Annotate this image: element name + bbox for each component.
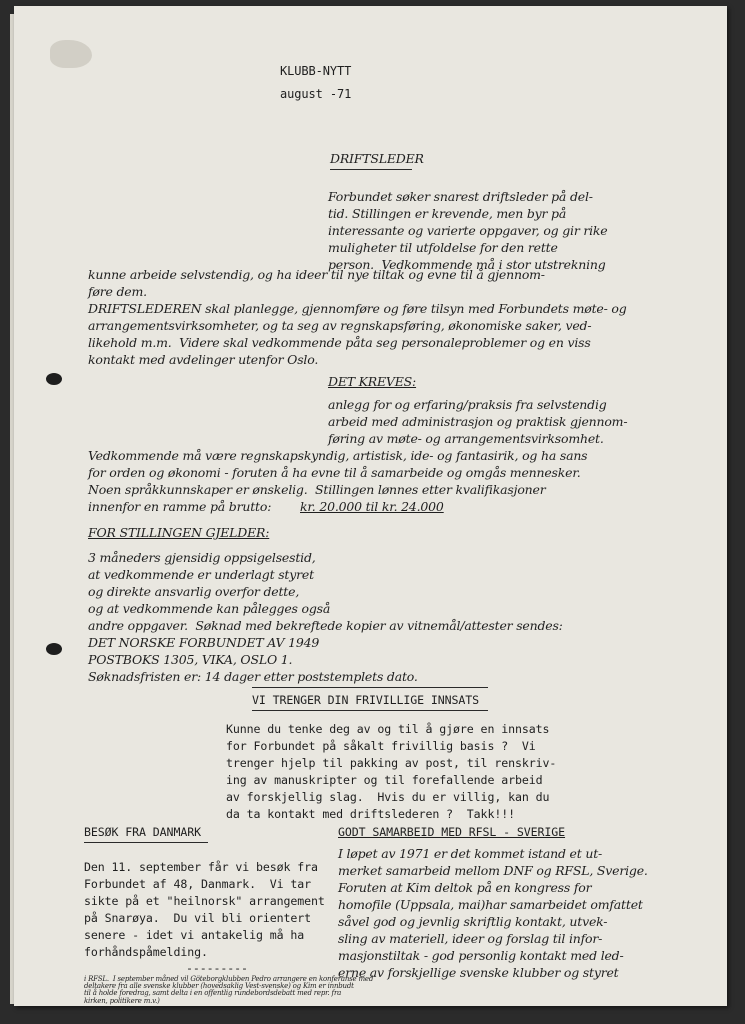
danmark-heading: BESØK FRA DANMARK — [84, 825, 201, 839]
driftsleder-heading-rule — [330, 169, 412, 170]
rfsl-line: Foruten at Kim deltok på en kongress for — [338, 880, 592, 895]
driftsleder-line: kontakt med avdelinger utenfor Oslo. — [88, 352, 319, 367]
driftsleder-line: Forbundet søker snarest driftsleder på del- — [328, 189, 593, 204]
danmark-line: Forbundet af 48, Danmark. Vi tar — [84, 877, 312, 891]
rfsl-line: homofile (Uppsala, mai)har samarbeidet omfattet — [338, 897, 643, 912]
newsletter-date: august -71 — [280, 87, 352, 101]
det-kreves-line: for orden og økonomi - foruten å ha evne til å samarbeide og omgås mennesker. — [88, 465, 581, 480]
punch-hole-top — [46, 373, 62, 385]
frivillig-line: Kunne du tenke deg av og til å gjøre en innsats — [226, 722, 550, 736]
danmark-heading-rule — [84, 842, 208, 843]
frivillig-line: ing av manuskripter og til forefallende arbeid — [226, 773, 543, 787]
driftsleder-line: tid. Stillingen er krevende, men byr på — [328, 206, 567, 221]
danmark-line: forhåndspåmelding. — [84, 945, 208, 959]
det-kreves-line: føring av møte- og arrangementsvirksomhet. — [328, 431, 604, 446]
rfsl-line: I løpet av 1971 er det kommet istand et ut- — [338, 846, 603, 861]
frivillig-bottom-rule — [252, 710, 488, 711]
rfsl-line: masjonstiltak - god personlig kontakt med led- — [338, 948, 624, 963]
frivillig-line: trenger hjelp til pakking av post, til renskriv- — [226, 756, 557, 770]
danmark-line: på Snarøya. Du vil bli orientert — [84, 911, 312, 925]
driftsleder-heading: DRIFTSLEDER — [330, 151, 424, 166]
rfsl-heading: GODT SAMARBEID MED RFSL - SVERIGE — [338, 825, 566, 839]
for-stillingen-line: DET NORSKE FORBUNDET AV 1949 — [88, 635, 320, 650]
driftsleder-line: føre dem. — [88, 284, 147, 299]
frivillig-line: for Forbundet på såkalt frivillig basis ? Vi — [226, 739, 536, 753]
driftsleder-line: person. Vedkommende må i stor utstrekning — [328, 257, 606, 272]
danmark-divider: --------- — [186, 961, 248, 975]
frivillig-heading: VI TRENGER DIN FRIVILLIGE INNSATS — [252, 693, 480, 707]
rfsl-line: såvel god og jevnlig skriftlig kontakt, utvek- — [338, 914, 608, 929]
frivillig-top-rule — [252, 687, 488, 688]
rfsl-bottom-line: i RFSL. I september måned vil Göteborgklubben Pedro arrangere en konferanse med — [84, 975, 374, 983]
det-kreves-line: Noen språkkunnskaper er ønskelig. Stillingen lønnes etter kvalifikasjoner — [88, 482, 546, 497]
det-kreves-line: Vedkommende må være regnskapskyndig, artistisk, ide- og fantasirik, og ha sans — [88, 448, 588, 463]
rfsl-bottom-line: til å holde foredrag, samt delta i en offentlig rundebordsdebatt med repr. fra — [84, 989, 342, 998]
det-kreves-line: innenfor en ramme på brutto: — [88, 499, 272, 514]
for-stillingen-line: Søknadsfristen er: 14 dager etter poststemplets dato. — [88, 669, 418, 684]
danmark-line: sikte på et "heilnorsk" arrangement — [84, 894, 325, 908]
driftsleder-line: kunne arbeide selvstendig, og ha ideer til nye tiltak og evne til å gjennom- — [88, 267, 545, 282]
rfsl-bottom-line: kirken, politikere m.v.) — [84, 996, 160, 1005]
torn-corner — [50, 40, 92, 68]
driftsleder-line: arrangementsvirksomheter, og ta seg av regnskapsføring, økonomiske saker, ved- — [88, 318, 592, 333]
driftsleder-line: interessante og varierte oppgaver, og gir rike — [328, 223, 608, 238]
driftsleder-line: DRIFTSLEDEREN skal planlegge, gjennomføre og føre tilsyn med Forbundets møte- og — [88, 301, 627, 316]
newsletter-title: KLUBB-NYTT — [280, 64, 352, 78]
for-stillingen-line: at vedkommende er underlagt styret — [88, 567, 314, 582]
rfsl-line: erne av forskjellige svenske klubber og styret — [338, 965, 619, 980]
rfsl-bottom-line: deltakere fra alle svenske klubber (hovedsaklig Vest-svenske) og Kim er innbudt — [84, 982, 354, 991]
det-kreves-line: anlegg for og erfaring/praksis fra selvstendig — [328, 397, 607, 412]
for-stillingen-line: POSTBOKS 1305, VIKA, OSLO 1. — [88, 652, 293, 667]
frivillig-line: da ta kontakt med driftslederen ? Takk!!! — [226, 807, 515, 821]
frivillig-line: av forskjellig slag. Hvis du er villig, kan du — [226, 790, 550, 804]
danmark-line: senere - idet vi antakelig må ha — [84, 928, 305, 942]
danmark-line: Den 11. september får vi besøk fra — [84, 860, 318, 874]
for-stillingen-line: 3 måneders gjensidig oppsigelsestid, — [88, 550, 316, 565]
rfsl-line: merket samarbeid mellom DNF og RFSL, Sverige. — [338, 863, 648, 878]
for-stillingen-line: og at vedkommende kan pålegges også — [88, 601, 331, 616]
driftsleder-line: muligheter til utfoldelse for den rette — [328, 240, 558, 255]
punch-hole-bottom — [46, 643, 62, 655]
rfsl-line: sling av materiell, ideer og forslag til infor- — [338, 931, 603, 946]
det-kreves-heading: DET KREVES: — [328, 374, 417, 389]
driftsleder-line: likehold m.m. Videre skal vedkommende påta seg personaleproblemer og en viss — [88, 335, 591, 350]
salary-range: kr. 20.000 til kr. 24.000 — [300, 499, 444, 514]
for-stillingen-line: andre oppgaver. Søknad med bekreftede kopier av vitnemål/attester sendes: — [88, 618, 563, 633]
det-kreves-line: arbeid med administrasjon og praktisk gjennom- — [328, 414, 628, 429]
for-stillingen-heading: FOR STILLINGEN GJELDER: — [88, 525, 270, 540]
for-stillingen-line: og direkte ansvarlig overfor dette, — [88, 584, 300, 599]
